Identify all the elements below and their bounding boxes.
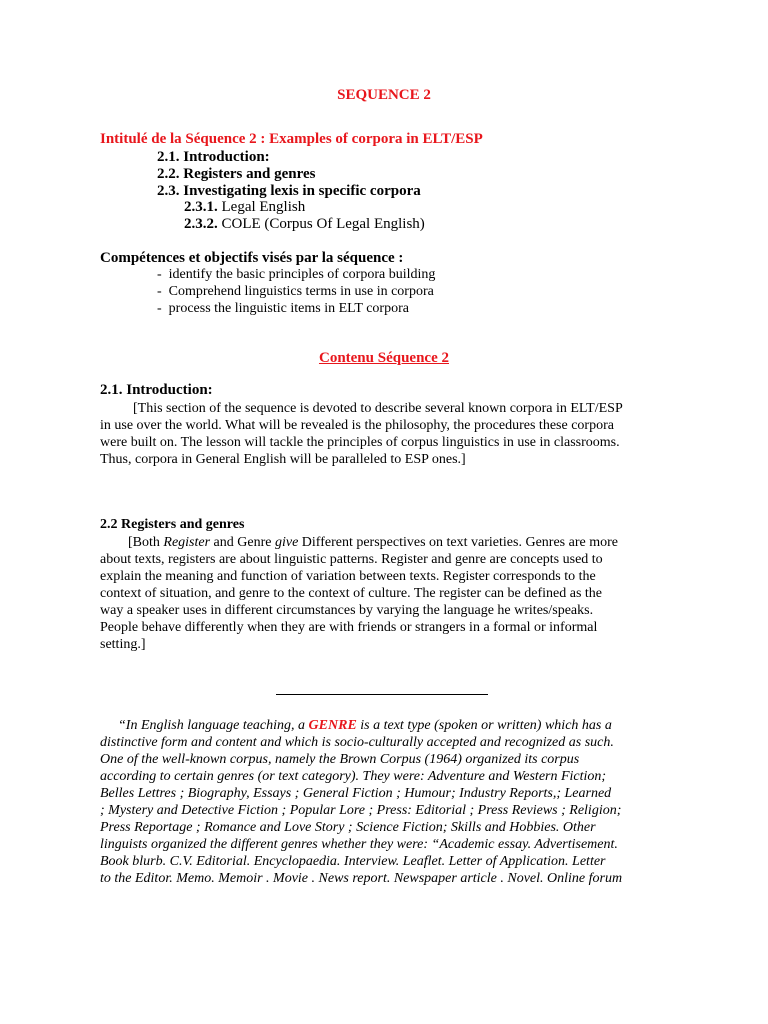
- registers-line: setting.]: [100, 637, 146, 652]
- intro-line: Thus, corpora in General English will be paralleled to ESP ones.]: [100, 452, 466, 467]
- registers-line: [Both Register and Genre give Different perspectives on text varieties. Genres are more: [128, 535, 618, 550]
- toc-item-2-3: 2.3. Investigating lexis in specific corpora: [157, 183, 421, 199]
- quote-line: according to certain genres (or text category). They were: Adventure and Western Fiction;: [100, 769, 607, 784]
- genre-highlight: GENRE: [308, 718, 357, 733]
- registers-line: People behave differently when they are with friends or strangers in a formal or informal: [100, 620, 598, 635]
- toc-item-2-3-1: 2.3.1. Legal English: [184, 199, 306, 215]
- competences-heading: Compétences et objectifs visés par la séquence :: [100, 250, 404, 266]
- quote-line: distinctive form and content and which is socio-culturally accepted and recognized as such.: [100, 735, 614, 750]
- intro-line: [This section of the sequence is devoted to describe several known corpora in ELT/ESP: [133, 401, 623, 416]
- toc-item-2-2: 2.2. Registers and genres: [157, 166, 316, 182]
- quote-line: One of the well-known corpus, namely the Brown Corpus (1964) organized its corpus: [100, 752, 580, 767]
- registers-line: about texts, registers are about linguistic patterns. Register and genre are concepts used to: [100, 552, 603, 567]
- quote-line: Book blurb. C.V. Editorial. Encyclopaedia. Interview. Leaflet. Letter of Application. Letter: [100, 854, 606, 869]
- bullet-dash: -: [157, 267, 162, 282]
- intro-line: in use over the world. What will be revealed is the philosophy, the procedures these corpora: [100, 418, 614, 433]
- competence-item: - process the linguistic items in ELT corpora: [157, 301, 409, 316]
- sequence-intitule: Intitulé de la Séquence 2 : Examples of corpora in ELT/ESP: [100, 131, 483, 147]
- registers-line: context of situation, and genre to the context of culture. The register can be defined as the: [100, 586, 603, 601]
- intro-heading: 2.1. Introduction:: [100, 382, 213, 398]
- intro-line: were built on. The lesson will tackle the principles of corpus linguistics in use in classrooms.: [100, 435, 620, 450]
- bullet-dash: -: [157, 284, 162, 299]
- contenu-heading: Contenu Séquence 2: [318, 350, 449, 366]
- quote-line: ; Mystery and Detective Fiction ; Popular Lore ; Press: Editorial ; Press Reviews ; Religion;: [100, 803, 622, 818]
- registers-heading: 2.2 Registers and genres: [100, 517, 245, 532]
- separator-line: [276, 694, 488, 695]
- quote-line: linguists organized the different genres whether they were: “Academic essay. Advertisement.: [100, 837, 618, 852]
- competence-item: - Comprehend linguistics terms in use in corpora: [157, 284, 434, 299]
- quote-line: “In English language teaching, a GENRE is a text type (spoken or written) which has a: [118, 718, 612, 733]
- toc-item-2-3-2: 2.3.2. COLE (Corpus Of Legal English): [184, 216, 425, 232]
- registers-line: way a speaker uses in different circumstances by varying the language he writes/speaks.: [100, 603, 594, 618]
- quote-line: to the Editor. Memo. Memoir . Movie . News report. Newspaper article . Novel. Online forum: [100, 871, 623, 886]
- toc-item-2-1: 2.1. Introduction:: [157, 149, 270, 165]
- quote-line: Press Reportage ; Romance and Love Story ; Science Fiction; Skills and Hobbies. Other: [100, 820, 596, 835]
- quote-line: Belles Lettres ; Biography, Essays ; General Fiction ; Humour; Industry Reports,; Learned: [100, 786, 612, 801]
- registers-line: explain the meaning and function of variation between texts. Register corresponds to the: [100, 569, 596, 584]
- sequence-title: SEQUENCE 2: [337, 87, 431, 103]
- competence-item: - identify the basic principles of corpora building: [157, 267, 436, 282]
- bullet-dash: -: [157, 301, 162, 316]
